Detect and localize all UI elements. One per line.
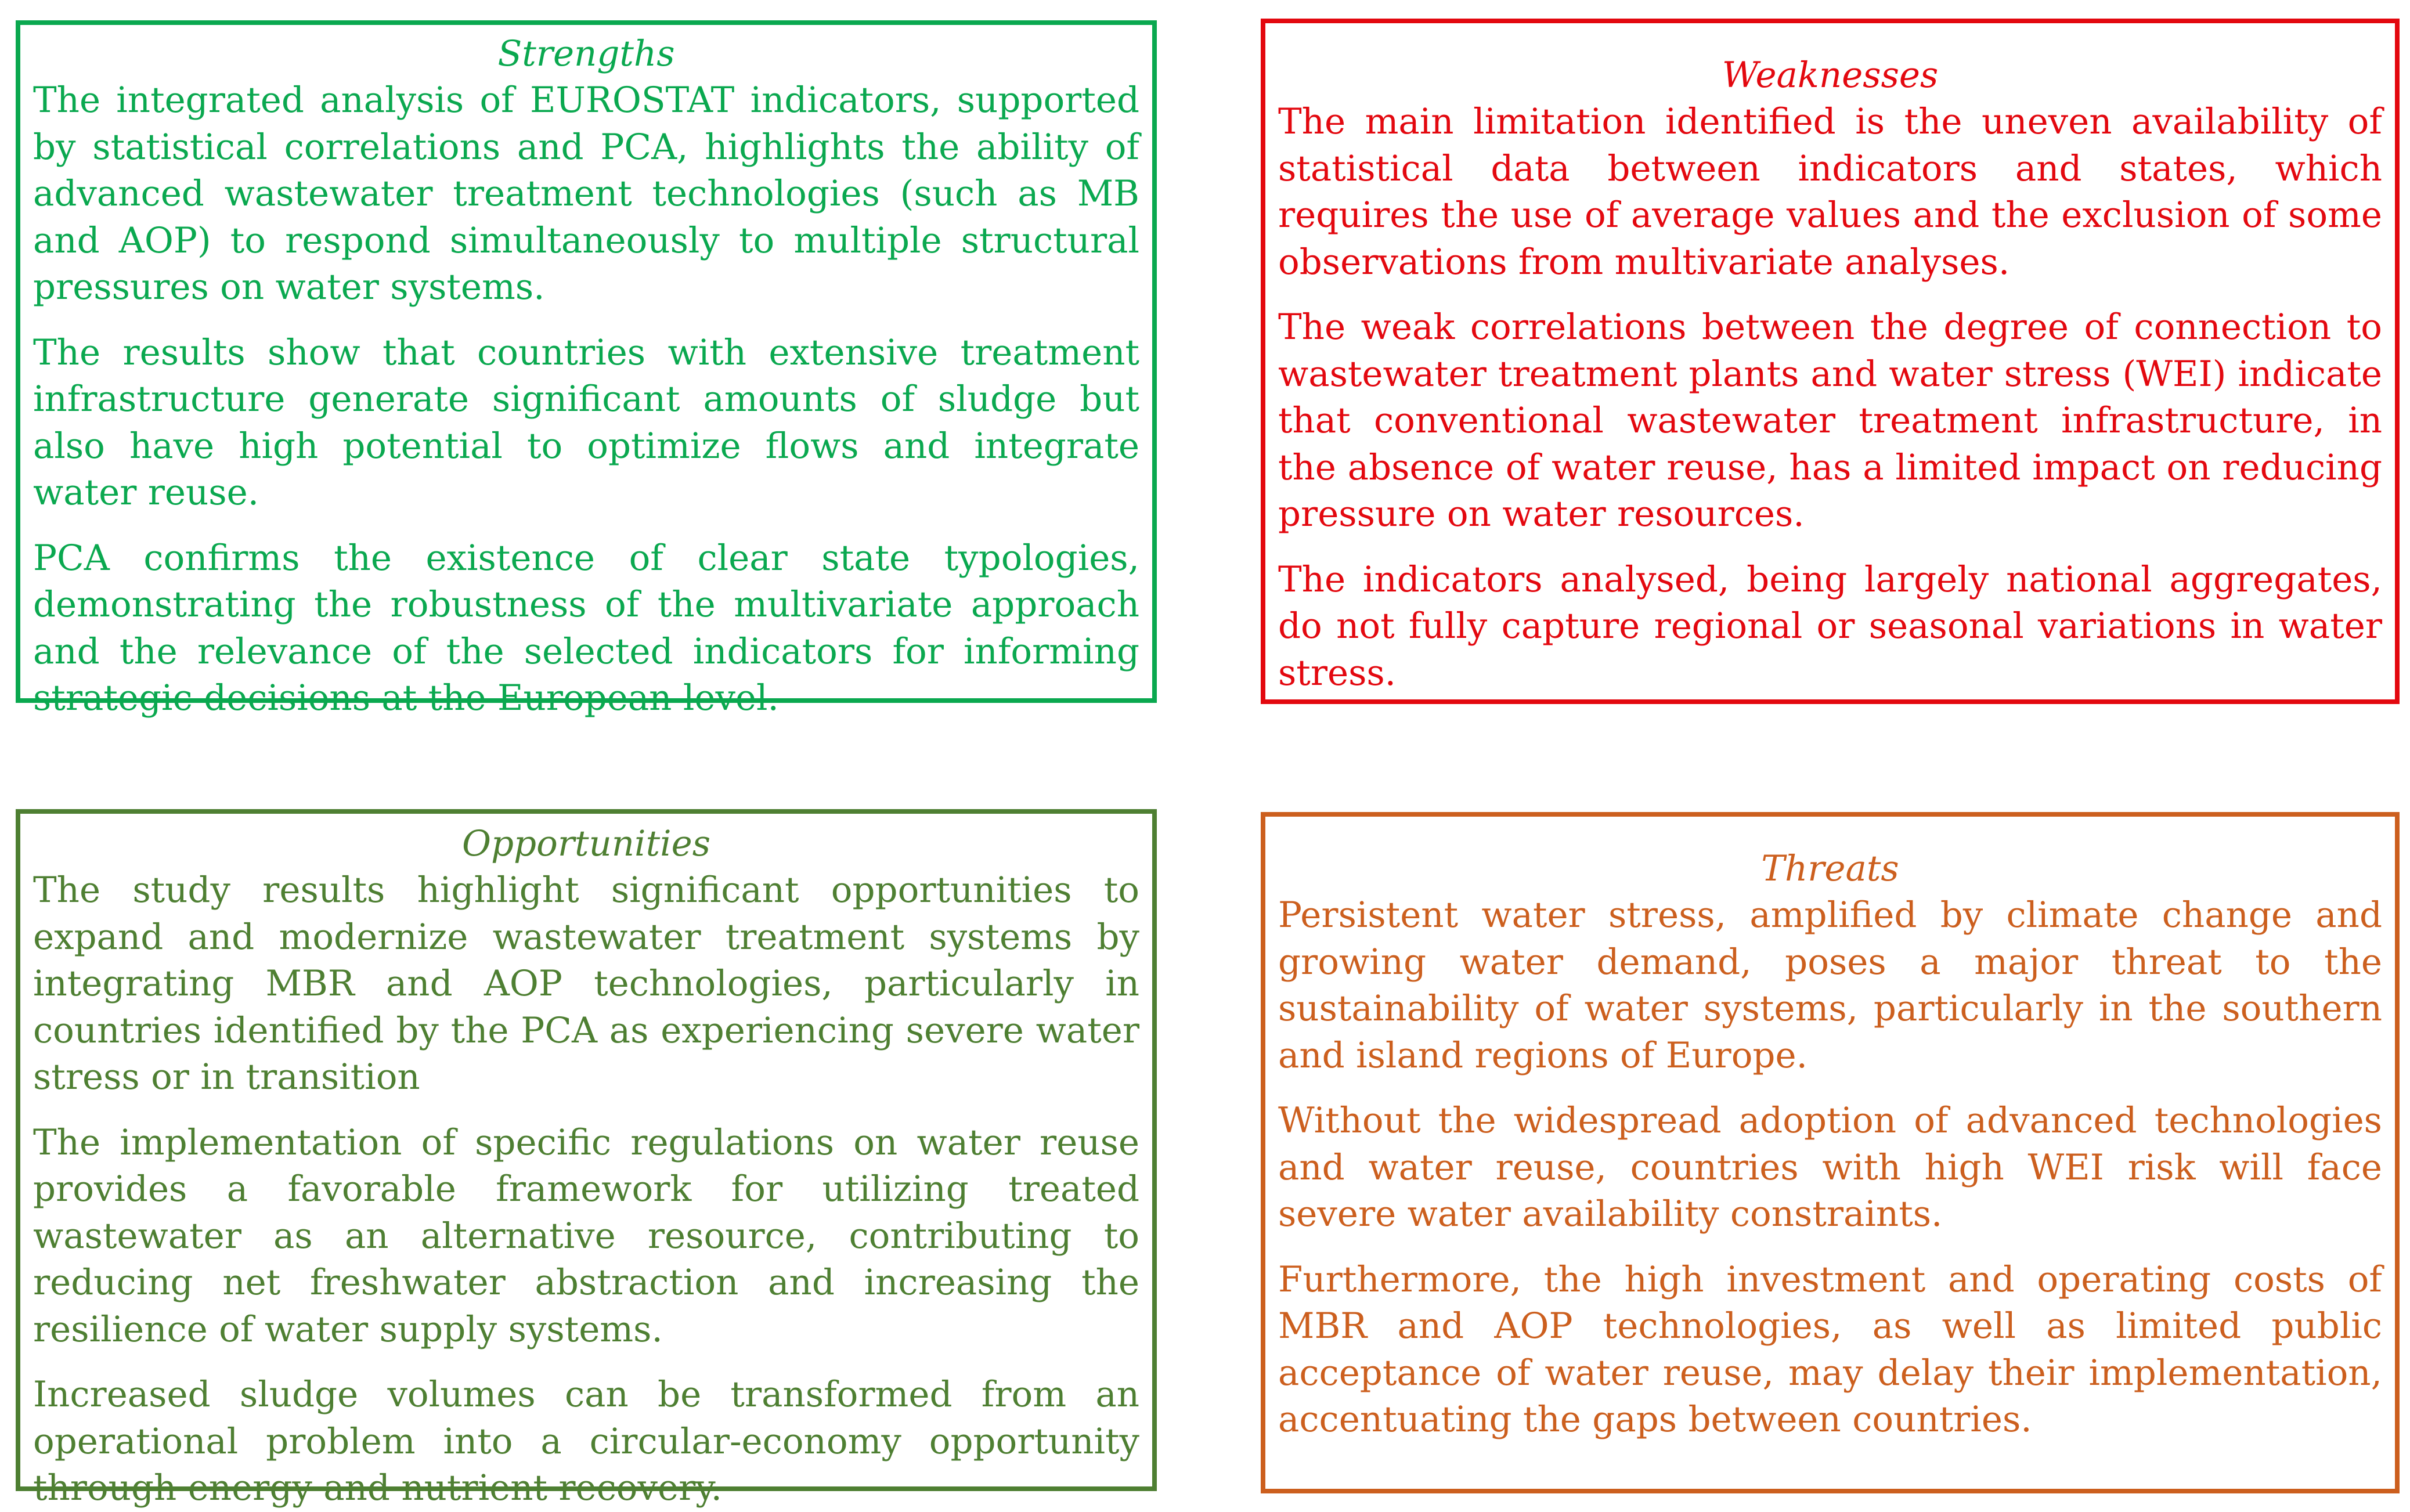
threats-paragraph-1: Persistent water stress, amplified by climate change and growing water demand, poses a major threat to the sustainability of water systems, particularly in the southern and island regions of Europe. [1278, 894, 2382, 1076]
opportunities-paragraph-2: The implementation of specific regulations on water reuse provides a favorable framework for utilizing treated wastewater as an alternative resource, contributing to reducing net freshwater abstraction and increasing the resilience of water supply systems. [33, 1121, 1139, 1350]
threats-box [1261, 812, 2400, 1493]
threats-title: Threats [1761, 848, 1899, 889]
weaknesses-paragraph-2: The weak correlations between the degree of connection to wastewater treatment plants and water stress (WEI) indicate that conventional wastewater treatment infrastructure, in the absence of water reuse, has a limited impact on reducing pressure on water resources. [1278, 306, 2382, 535]
weaknesses-box [1261, 19, 2400, 704]
strengths-paragraph-1: The integrated analysis of EUROSTAT indicators, supported by statistical correlations and PCA, highlights the ability of advanced wastewater treatment technologies (such as MB and AOP) to respond simultaneously to multiple structural pressures on water systems. [33, 80, 1139, 308]
threats-paragraph-3: Furthermore, the high investment and operating costs of MBR and AOP technologies, as well as limited public acceptance of water reuse, may delay their implementation, accentuating the gaps between countries. [1278, 1258, 2382, 1440]
opportunities-box [16, 809, 1157, 1509]
opportunities-paragraph-3: Increased sludge volumes can be transformed from an operational problem into a circular-economy opportunity through energy and nutrient recovery. [33, 1374, 1139, 1509]
strengths-box [16, 20, 1157, 719]
strengths-title: Strengths [497, 33, 675, 74]
opportunities-title: Opportunities [461, 823, 710, 864]
threats-paragraph-2: Without the widespread adoption of advanced technologies and water reuse, countries with high WEI risk will face severe water availability constraints. [1278, 1100, 2382, 1235]
weaknesses-paragraph-1: The main limitation identified is the uneven availability of statistical data between indicators and states, which requires the use of average values and the exclusion of some observations from multivariate analyses. [1278, 101, 2382, 283]
weaknesses-title: Weaknesses [1722, 55, 1939, 96]
weaknesses-paragraph-3: The indicators analysed, being largely national aggregates, do not fully capture regional or seasonal variations in water stress. [1278, 558, 2382, 694]
strengths-paragraph-3: PCA confirms the existence of clear state typologies, demonstrating the robustness of the multivariate approach and the relevance of the selected indicators for informing strategic decisions at the European level. [33, 537, 1139, 719]
opportunities-paragraph-1: The study results highlight significant opportunities to expand and modernize wastewater treatment systems by integrating MBR and AOP technologies, particularly in countries identified by the PCA as experiencing severe water stress or in transition [33, 869, 1139, 1098]
strengths-paragraph-2: The results show that countries with extensive treatment infrastructure generate significant amounts of sludge but also have high potential to optimize flows and integrate water reuse. [33, 331, 1139, 513]
